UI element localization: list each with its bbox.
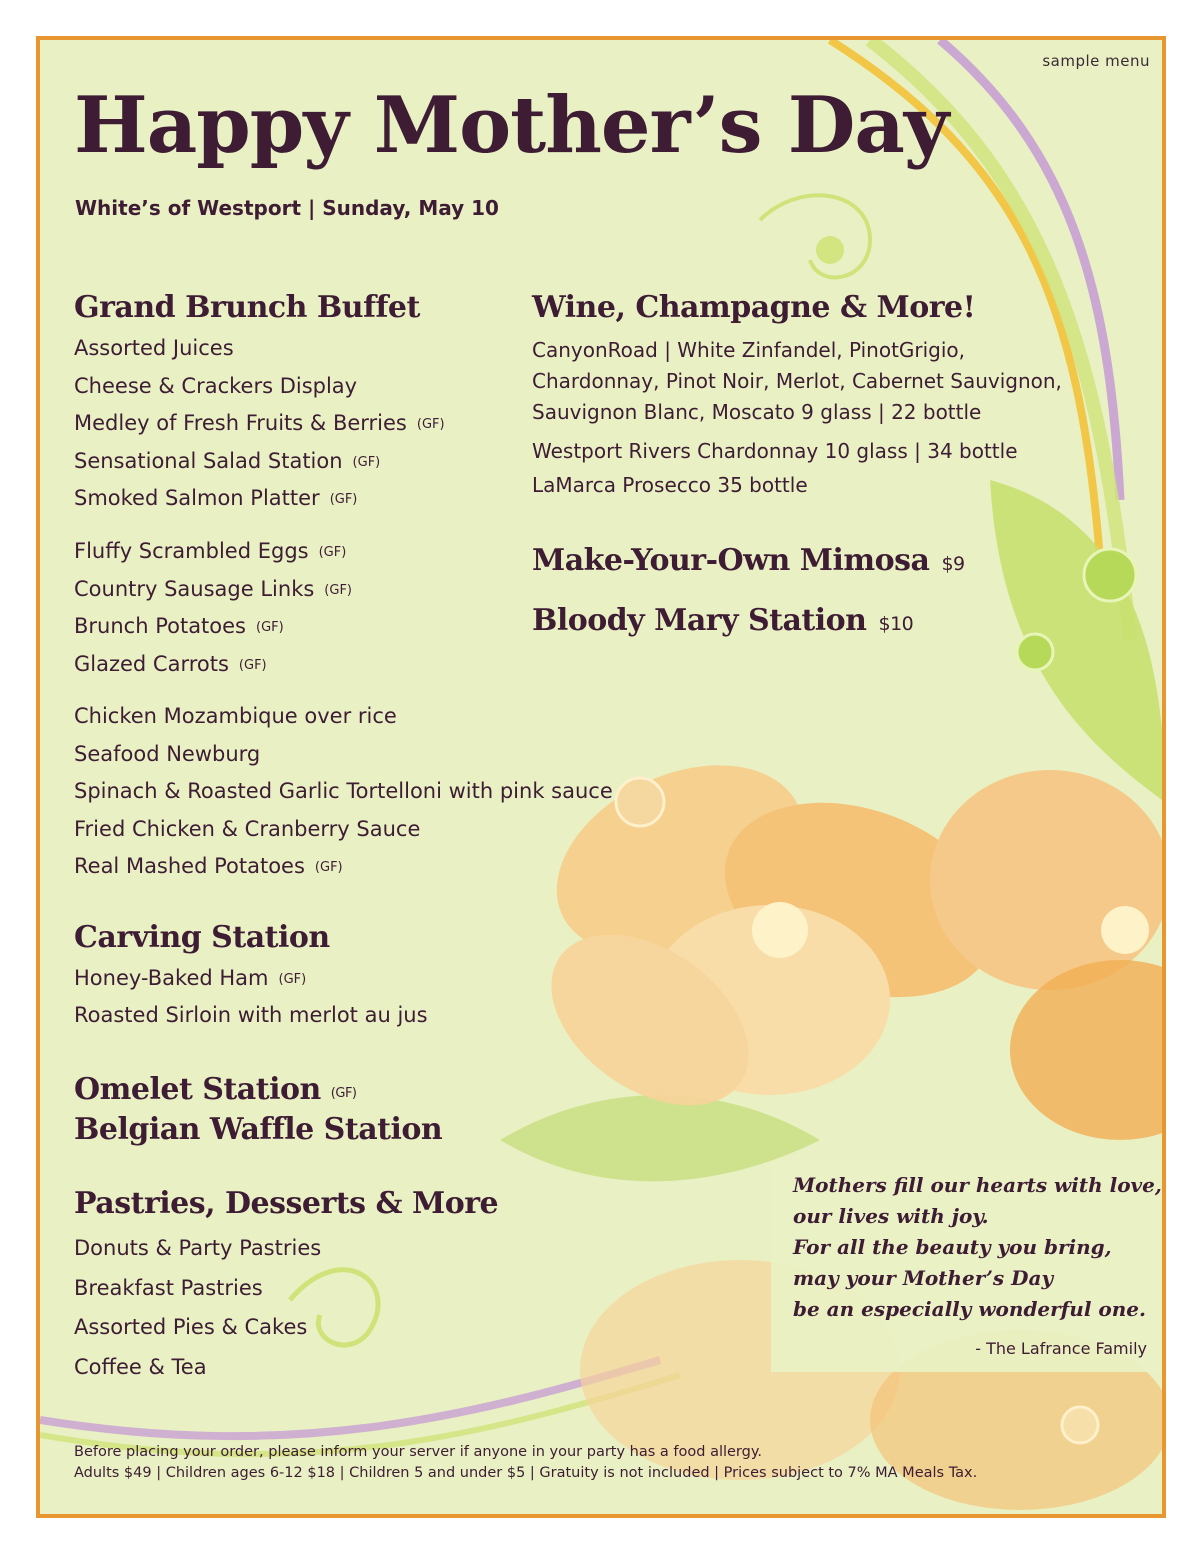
menu-item: [74, 741, 613, 782]
menu-item-name: Assorted Pies & Cakes: [74, 1315, 308, 1339]
quote-line: be an especially wonderful one.: [793, 1297, 1146, 1321]
menu-item: [74, 448, 445, 489]
venue-date-subtitle: White’s of Westport | Sunday, May 10: [75, 196, 499, 220]
footer: [74, 1442, 977, 1484]
lamarca-prosecco: LaMarca Prosecco 35 bottle: [532, 473, 808, 497]
wine-line: CanyonRoad | White Zinfandel, PinotGrigio,: [532, 338, 966, 362]
menu-item: [74, 1238, 321, 1278]
pricing-notice: Adults $49 | Children ages 6-12 $18 | Children 5 and under $5 | Gratuity is not included | Prices subject to 7% MA Meals Tax.: [74, 1465, 978, 1481]
gf-badge: (GF): [238, 657, 267, 673]
menu-item-name: Seafood Newburg: [74, 741, 261, 766]
pastries-items: [74, 1238, 321, 1396]
menu-item-name: Glazed Carrots: [74, 651, 229, 676]
menu-item-name: Fluffy Scrambled Eggs: [74, 539, 309, 563]
menu-item: [74, 541, 352, 579]
pastries-heading: Pastries, Desserts & More: [74, 1186, 499, 1221]
mimosa-heading-text: Make-Your-Own Mimosa: [532, 543, 930, 578]
menu-item-name: Roasted Sirloin with merlot au jus: [74, 1003, 428, 1027]
wine-line: Chardonnay, Pinot Noir, Merlot, Cabernet Sauvignon,: [532, 369, 1062, 393]
menu-item: [74, 651, 352, 692]
buffet-group-3: [74, 706, 613, 894]
menu-item-name: Country Sausage Links: [74, 576, 315, 601]
bloody-mary-price: $10: [878, 613, 914, 635]
bloody-mary-heading: [532, 603, 913, 638]
menu-item-name: Spinach & Roasted Garlic Tortelloni with pink sauce: [74, 779, 613, 803]
quote-line: our lives with joy.: [793, 1204, 989, 1228]
quote-box: [771, 1162, 1161, 1372]
menu-item: [74, 856, 613, 894]
buffet-group-2: [74, 541, 352, 691]
westport-wine: Westport Rivers Chardonnay 10 glass | 34 bottle: [532, 439, 1018, 463]
menu-item: [74, 968, 428, 1005]
buffet-heading: Grand Brunch Buffet: [74, 290, 420, 325]
buffet-group-1: [74, 338, 445, 526]
menu-item: [74, 373, 445, 414]
quote-line: may your Mother’s Day: [793, 1266, 1054, 1290]
waffle-heading: Belgian Waffle Station: [74, 1112, 443, 1147]
menu-item-name: Coffee & Tea: [74, 1354, 207, 1379]
menu-item: [74, 576, 352, 617]
menu-item: [74, 338, 445, 376]
menu-item: [74, 1005, 428, 1042]
wine-heading: Wine, Champagne & More!: [532, 290, 976, 325]
carving-heading: Carving Station: [74, 920, 330, 955]
gf-badge: (GF): [329, 492, 358, 507]
mimosa-heading: [532, 543, 965, 578]
menu-item: [74, 488, 445, 526]
mimosa-price: $9: [941, 553, 965, 575]
gf-badge: (GF): [352, 454, 381, 470]
menu-item-name: Breakfast Pastries: [74, 1275, 263, 1300]
gf-badge: (GF): [416, 417, 445, 432]
menu-page: [36, 36, 1166, 1518]
menu-item: [74, 1317, 321, 1357]
quote-line: For all the beauty you bring,: [793, 1235, 1112, 1259]
page-title: Happy Mother’s Day: [74, 80, 949, 171]
menu-item: [74, 1354, 321, 1397]
menu-item: [74, 706, 613, 744]
gf-badge: (GF): [324, 582, 352, 598]
omelet-heading: [74, 1072, 357, 1107]
gf-badge: (GF): [314, 860, 343, 875]
menu-item-name: Fried Chicken & Cranberry Sauce: [74, 816, 421, 841]
quote-line: Mothers fill our hearts with love,: [793, 1173, 1162, 1197]
menu-item-name: Medley of Fresh Fruits & Berries: [74, 411, 407, 435]
wine-section: [532, 290, 1132, 501]
menu-item-name: Sensational Salad Station: [74, 448, 343, 473]
bloody-mary-heading-text: Bloody Mary Station: [532, 603, 867, 638]
menu-item-name: Chicken Mozambique over rice: [74, 704, 397, 728]
menu-item: [74, 616, 352, 654]
quote-attribution: - The Lafrance Family: [975, 1339, 1147, 1358]
wine-list: [532, 335, 1132, 428]
menu-item-name: Real Mashed Potatoes: [74, 854, 305, 878]
menu-item-name: Assorted Juices: [74, 336, 234, 360]
sample-menu-label: sample menu: [1042, 52, 1150, 70]
menu-item: [74, 1275, 321, 1318]
gf-badge: (GF): [256, 620, 284, 635]
menu-item-name: Donuts & Party Pastries: [74, 1236, 322, 1260]
carving-items: [74, 968, 428, 1042]
menu-item: [74, 816, 613, 857]
menu-item: [74, 413, 445, 451]
omelet-heading-text: Omelet Station: [74, 1072, 321, 1107]
menu-item-name: Smoked Salmon Platter: [74, 486, 320, 510]
gf-badge: (GF): [278, 972, 307, 987]
gf-badge: (GF): [318, 545, 347, 560]
quote-text: [771, 1162, 1161, 1325]
menu-item-name: Cheese & Crackers Display: [74, 373, 358, 398]
menu-item-name: Brunch Potatoes: [74, 614, 246, 638]
menu-item: [74, 781, 613, 819]
gf-badge: (GF): [330, 1086, 357, 1101]
allergy-notice: Before placing your order, please inform your server if anyone in your party has a food allergy.: [74, 1444, 762, 1460]
menu-item-name: Honey-Baked Ham: [74, 966, 269, 990]
wine-line: Sauvignon Blanc, Moscato 9 glass | 22 bottle: [532, 400, 982, 424]
